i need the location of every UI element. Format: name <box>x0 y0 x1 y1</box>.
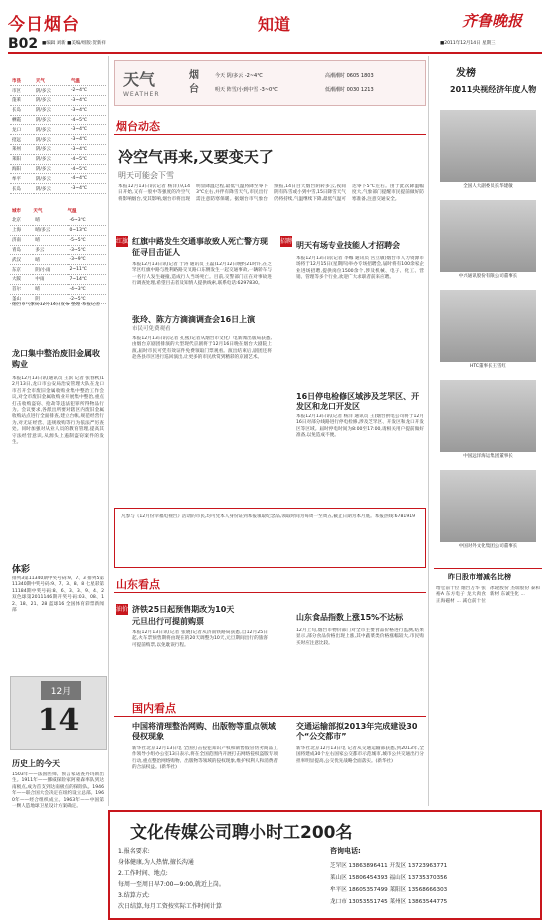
table-cell: -3~4℃ <box>69 184 106 194</box>
ad-line: 身体健康,为人热情,擅长沟通 <box>118 859 194 866</box>
table-row <box>10 174 106 184</box>
table-row <box>10 125 106 135</box>
table-row <box>10 265 106 275</box>
table-cell: 2~11℃ <box>68 265 106 275</box>
weather-title-en: WEATHER <box>123 91 160 98</box>
table-row <box>10 184 106 194</box>
table-cell: 青岛 <box>10 245 33 255</box>
story-tag: 油价 <box>116 606 129 613</box>
person-caption: 中国远洋海运集团董事长 <box>463 454 513 459</box>
table-cell: 阴/多云 <box>34 164 69 174</box>
table-cell: 莱州 <box>10 145 34 155</box>
table-row <box>10 284 106 294</box>
table-row <box>10 275 106 285</box>
ad-line: 3.结算方式: <box>118 892 150 899</box>
person-photo <box>440 110 536 182</box>
tide-high: 高潮潮时 0605 1803 <box>325 73 374 79</box>
date-calendar <box>10 676 107 750</box>
table-cell: 牟平 <box>10 174 34 184</box>
table-header-cell: 气温 <box>67 208 77 214</box>
table-cell: 莱阳 <box>10 154 34 164</box>
ad-phone-list <box>330 860 447 908</box>
table-cell: 首尔 <box>10 284 33 294</box>
story4-title: 16日停电检修区域涉及芝罘区、开发区和龙口开发区 <box>296 392 420 411</box>
table-cell: 龙口 <box>10 125 34 135</box>
stock-title: 山东食品指数上涨15%不达标 <box>296 613 404 622</box>
domestic1-title: 中国将清理整治网购、出版物等重点领域侵权现象 <box>132 722 276 741</box>
gas-title: 济铁25日起预售期改为10天 <box>132 605 235 614</box>
section-rule <box>114 592 426 593</box>
weather-banner <box>114 60 426 106</box>
gas-body: 本报12月13日讯(记者 张晓)记者从济南铁路局获悉,自12月25日起,火车票预售期将由现在的20天调整为10天,元旦期间出行的旅客可提前购票,以免耽误行程。 <box>132 630 268 648</box>
weather-note: 烟台市气象局12月14日发布 整理 本报记者 <box>12 302 101 307</box>
list-item <box>434 200 542 290</box>
ad-line: 每周一至周日早7:00—9:00,就近上岗。 <box>118 881 225 888</box>
header-rule <box>8 52 542 54</box>
table-cell: -3~4℃ <box>69 96 106 106</box>
table-cell: -4~3℃ <box>68 284 106 294</box>
page-theme-title: 知道 <box>258 15 291 34</box>
table-cell: 晴 <box>33 284 67 294</box>
table-row <box>10 145 106 155</box>
table-cell: 济南 <box>10 235 33 245</box>
ad-line: 次日结算,每月工资按实际工作时间计算 <box>118 903 222 910</box>
table-row <box>10 86 106 96</box>
table-cell: -4~4℃ <box>69 174 106 184</box>
table-row <box>10 206 106 216</box>
table-cell: 阴/多云 <box>34 115 69 125</box>
table-cell: 阴/多云 <box>34 86 69 96</box>
table-cell: 蓬莱 <box>10 96 34 106</box>
table-cell: 中雨 <box>33 275 67 285</box>
lottery-body: 排列3第11340期中奖号码:9、7、3 排列5第11340期中奖号码:9、7、3、8、8 七星彩第11184期中奖号码:8、6、3、3、9、4、2 双色球第2011146期开奖号码:03、08、12、18、21、28 蓝球16 全国体育彩票新闻部 <box>12 576 104 614</box>
stock-body: 12月上旬,烟台市物价部门对全市主要食品价格进行监测,结果显示,部分食品价格出现上涨,其中蔬菜类价格涨幅较大,市民购买时应注意比较。 <box>296 628 424 646</box>
section-rule <box>114 134 426 135</box>
table-row <box>10 96 106 106</box>
story2-sub: 市民可免费观看 <box>132 326 171 332</box>
table-cell: -4~5℃ <box>69 164 106 174</box>
ad-line: 2.工作时间、地点: <box>118 870 168 877</box>
table-cell: -4~5℃ <box>69 115 106 125</box>
table-header-cell: 天气 <box>33 208 43 214</box>
issue-date: ■2011年12月14日 星期三 <box>440 41 496 46</box>
story-tag: 招聘 <box>280 238 293 245</box>
market-body: 增仓前十位 烟台万华 张裕A 东方电子 龙大肉食 正海磁材 ... 减仓前十位 冰轮股份 杰瑞股份 泰和新材 东诚生化 ... <box>436 586 540 604</box>
table-cell: 多云 <box>33 245 67 255</box>
main-headline: 冷空气再来,又要变天了 <box>118 148 274 166</box>
table-cell: 釜山 <box>10 294 33 304</box>
person-caption: 中国对外文化集团公司董事长 <box>458 544 518 549</box>
story4-body: 本报12月13日讯(记者 杨洋 通讯员 王)烟台供电公司将于12月16日对部分线路进行停电检修,涉及芝罘区、开发区和龙口开发区等区域。届时停电时间为8:00至17:00,请相关用户提前做好准备,以免造成不便。 <box>296 414 424 439</box>
calendar-month: 12月 <box>41 681 81 700</box>
table-cell: -3~5℃ <box>68 245 106 255</box>
table-row <box>10 164 106 174</box>
domestic1-body: 新华社北京12月13日电 全国打击侵犯知识产权和制售假冒伪劣商品工作领导小组办公室13日表示,将在全国范围内开展打击网络侵权盗版专项行动,重点整治网络购物、出版物等领域的侵权现象,维护权利人和消费者的合法权益。(新华社) <box>132 746 278 771</box>
table-cell: 阴/多云 <box>34 105 69 115</box>
table-cell: 晴 <box>33 216 67 226</box>
table-cell: 7~14℃ <box>68 275 106 285</box>
section-rule <box>114 716 426 717</box>
table-cell: 阴/小雨 <box>33 265 67 275</box>
table-cell: 长岛 <box>10 105 34 115</box>
table-row <box>10 255 106 265</box>
table-cell: 上海 <box>10 226 33 236</box>
notice-body: 凡参与《12月份幸福电视台》活动的市民,均可凭本人身份证到本报领取纪念品,领取时间为每周一至周五,截止日期为本月底。本报热线:6781919 <box>121 514 416 519</box>
history-title: 历史上的今天 <box>12 759 60 768</box>
ad-title: 文化传媒公司聘小时工200名 <box>130 823 353 843</box>
shandong-section: 山东看点 <box>116 578 160 591</box>
ad-phone: 牟平区 18605357499 莱阳区 13568666303 <box>330 887 448 893</box>
main-subhead: 明天可能会下雪 <box>118 171 174 180</box>
table-cell: -5~5℃ <box>68 235 106 245</box>
ad-details <box>118 846 225 912</box>
lottery-title: 体彩 <box>12 565 31 575</box>
city-weather-table <box>10 206 106 304</box>
table-cell: 阴/多云 <box>34 96 69 106</box>
left-news-title: 龙口集中整治废旧金属收购业 <box>12 349 100 369</box>
table-row <box>10 235 106 245</box>
weather-tomorrow: 明天 阵雪/小到中雪 -3~0℃ <box>215 87 278 93</box>
list-item <box>434 380 542 470</box>
table-cell: 阴/多云 <box>34 135 69 145</box>
right-title: 2011央视经济年度人物 <box>450 85 537 94</box>
table-cell: -3~9℃ <box>68 255 106 265</box>
table-cell: 晴 <box>33 235 67 245</box>
story-tag: 红旗 <box>116 238 129 245</box>
history-body: 1503年——法国医师、预言家诺查丹玛斯出生。1911年——挪威探险家阿蒙森率队到达南极点,成为首支到达南极点的探险队。1946年——联合国大会决定在纽约设立总部。1960年——经合组织成立。1963年——中国第一颗人造地球卫星设计方案确定。 <box>12 772 104 810</box>
table-cell: 市区 <box>10 86 34 96</box>
table-cell: 晴 <box>33 255 67 265</box>
section-rule <box>434 568 542 569</box>
table-row <box>10 115 106 125</box>
table-cell: 0~13℃ <box>68 226 106 236</box>
table-cell: -3~4℃ <box>69 145 106 155</box>
table-row <box>10 245 106 255</box>
table-cell: 晴/多云 <box>33 226 67 236</box>
table-cell: -3~4℃ <box>69 105 106 115</box>
table-cell: 栖霞 <box>10 115 34 125</box>
person-photo <box>440 290 536 362</box>
table-cell: -2~4℃ <box>69 86 106 96</box>
table-row <box>10 154 106 164</box>
table-cell: -2~5℃ <box>68 294 106 304</box>
person-photo <box>440 470 536 542</box>
weather-today: 今天 阴/多云 -2~4℃ <box>215 73 263 79</box>
ad-phone: 芝罘区 13863896411 开发区 13723963771 <box>330 863 448 869</box>
table-cell: 阴/多云 <box>34 154 69 164</box>
editors-line: ■编辑 刘新 ■美编/组版:贺新祥 <box>42 41 106 46</box>
main-section-title: 烟台动态 <box>116 120 160 133</box>
person-caption: 全国人大副委员长华建敏 <box>463 184 513 189</box>
table-cell: 招远 <box>10 135 34 145</box>
table-cell: 阴/多云 <box>34 184 69 194</box>
person-photo <box>440 200 536 272</box>
column-divider <box>108 56 109 806</box>
county-weather-table <box>10 76 106 194</box>
table-cell: 大阪 <box>10 275 33 285</box>
section-title: 今日烟台 <box>8 15 80 35</box>
table-row <box>10 105 106 115</box>
people-list <box>434 110 542 560</box>
story1-title: 红旗中路发生交通事故致人死亡警方现征寻目击证人 <box>132 237 268 257</box>
notice-box <box>114 508 426 568</box>
ad-line: 1.报名要求: <box>118 848 150 855</box>
table-cell: -6~3℃ <box>68 216 106 226</box>
list-item <box>434 110 542 200</box>
domestic2-body: 新华社北京12月13日电 记者从交通运输部获悉,到2013年,全国将建成30个左右国家公交都市示范城市,城市公共交通出行分担率明显提高,公交优先战略全面落实。(新华社) <box>296 746 424 764</box>
newspaper-logo: 齐鲁晚报 <box>462 12 523 30</box>
story1-body: 本报12月13日讯(记者 于涛 通讯员 王磊)12月12日晚约21时许,在芝罘区红旗中路与胜利路路交叉路口东侧发生一起交通事故,一辆轿车与一名行人发生碰撞,造成行人当场死亡。目前,交警部门正在对事故进行调查处理,希望目击者及知情人提供线索,联系电话:6297830。 <box>132 262 272 287</box>
gas-sub: 元旦出行可提前购票 <box>132 617 204 626</box>
domestic2-title: 交通运输部拟2013年完成建设30个“公交都市” <box>296 722 418 741</box>
column-divider <box>428 56 429 806</box>
table-header-cell: 气温 <box>69 76 106 86</box>
page-code: B02 <box>8 36 39 52</box>
list-item <box>434 290 542 380</box>
table-header-cell: 城市 <box>12 208 21 214</box>
table-cell: 北京 <box>10 216 33 226</box>
table-row <box>10 226 106 236</box>
table-cell: -4~5℃ <box>69 154 106 164</box>
ad-phone: 莱山区 15806454393 福山区 13735370356 <box>330 875 448 881</box>
table-cell: 海阳 <box>10 164 34 174</box>
story2-body: 本报12月13日讯(记者 孔燕)记者从烟台市文化广电新闻出版局获悉,由烟台京剧团排演的大型现代京剧将于12月16日晚在烟台大剧院上演,届时市民可凭有效证件免费领取门票观看。演出结束后,剧团还将赴各县市区进行巡回演出,让更多的市民欣赏到精彩的京剧艺术。 <box>132 336 272 361</box>
table-cell: 阴/多云 <box>34 174 69 184</box>
table-cell: -3~4℃ <box>69 125 106 135</box>
tide-low: 低潮潮时 0030 1213 <box>325 87 374 93</box>
table-cell: 武汉 <box>10 255 33 265</box>
person-photo <box>440 380 536 452</box>
table-cell: 阴/多云 <box>34 145 69 155</box>
left-news-body: 本报12月13日讯(通讯员 王滨 记者 张春秋)12月13日,龙口市公安局治安管理大队在龙口市召开全市废旧金属收购业集中整治工作会议,对全市废旧金属收购业开展集中整治,重点打击收购盗窃、抢劫等违法犯罪所得物品行为。会议要求,各派出所要对辖区内废旧金属收购站点进行全面排查,建立台帐,规范经营行为,对无证经营、违规收购等行为依法严厉查处。同时加强对从业人员的教育管理,提高其守法经营意识,从源头上遏制盗窃案件的发生。 <box>12 376 104 446</box>
weather-title: 天气 <box>123 70 156 89</box>
table-cell: 东京 <box>10 265 33 275</box>
table-cell: 阴/多云 <box>34 125 69 135</box>
table-header-cell: 天气 <box>34 76 69 86</box>
market-title: 昨日股市增减名比榜 <box>448 573 511 581</box>
table-cell: 阴 <box>33 294 67 304</box>
ad-contact-label: 咨询电话: <box>330 847 361 855</box>
calendar-day: 14 <box>37 703 80 738</box>
main-intro: 本报12月13日讯(记者 杨洋)从14日开始,又有一股中等强度的冷空气将影响烟台,受其影响,烟台市将出现明显降温过程,最低气温将降至零下3℃左右,并伴有降雪天气,市民出行需注意防寒保暖。据烟台市气象台预报,14日白天烟台阴转多云,夜间阴有阵雪或小到中雪,15日降雪天气仍将持续,气温继续下降,最低气温可达零下5℃左右。由于此次降温幅度大,气象部门提醒市民提前做好防寒准备,注意交通安全。 <box>118 184 424 202</box>
table-row <box>10 216 106 226</box>
ad-phone: 龙口市 13053551745 莱州区 13863544775 <box>330 899 448 905</box>
story2-title: 张玲、陈方方滴滴调查会16日上演 <box>132 315 256 324</box>
table-header-cell: 市县 <box>10 76 34 86</box>
story3-title: 明天有场专业技能人才招聘会 <box>296 241 400 250</box>
recruitment-ad <box>108 810 542 920</box>
person-caption: HTC董事长王雪红 <box>469 364 506 369</box>
table-row <box>10 135 106 145</box>
table-cell: -3~4℃ <box>69 135 106 145</box>
table-row <box>10 76 106 86</box>
weather-city: 烟台 <box>189 70 199 95</box>
right-section-title: 发榜 <box>456 68 476 79</box>
domestic-section: 国内看点 <box>132 702 176 715</box>
list-item <box>434 470 542 560</box>
table-cell: 长岛 <box>10 184 34 194</box>
story3-body: 本报12月13日讯(记者 李娜 通讯员 宫立敏)烟台市人力资源市场将于12月15日(星期四)举办专场招聘会,届时将有100余家企业进场招聘,提供岗位1500余个,涉及机械、电子、化工、营销、管理等多个行业,欢迎广大求职者前来应聘。 <box>296 256 424 281</box>
person-caption: 中兴通讯股份有限公司董事长 <box>458 274 518 279</box>
